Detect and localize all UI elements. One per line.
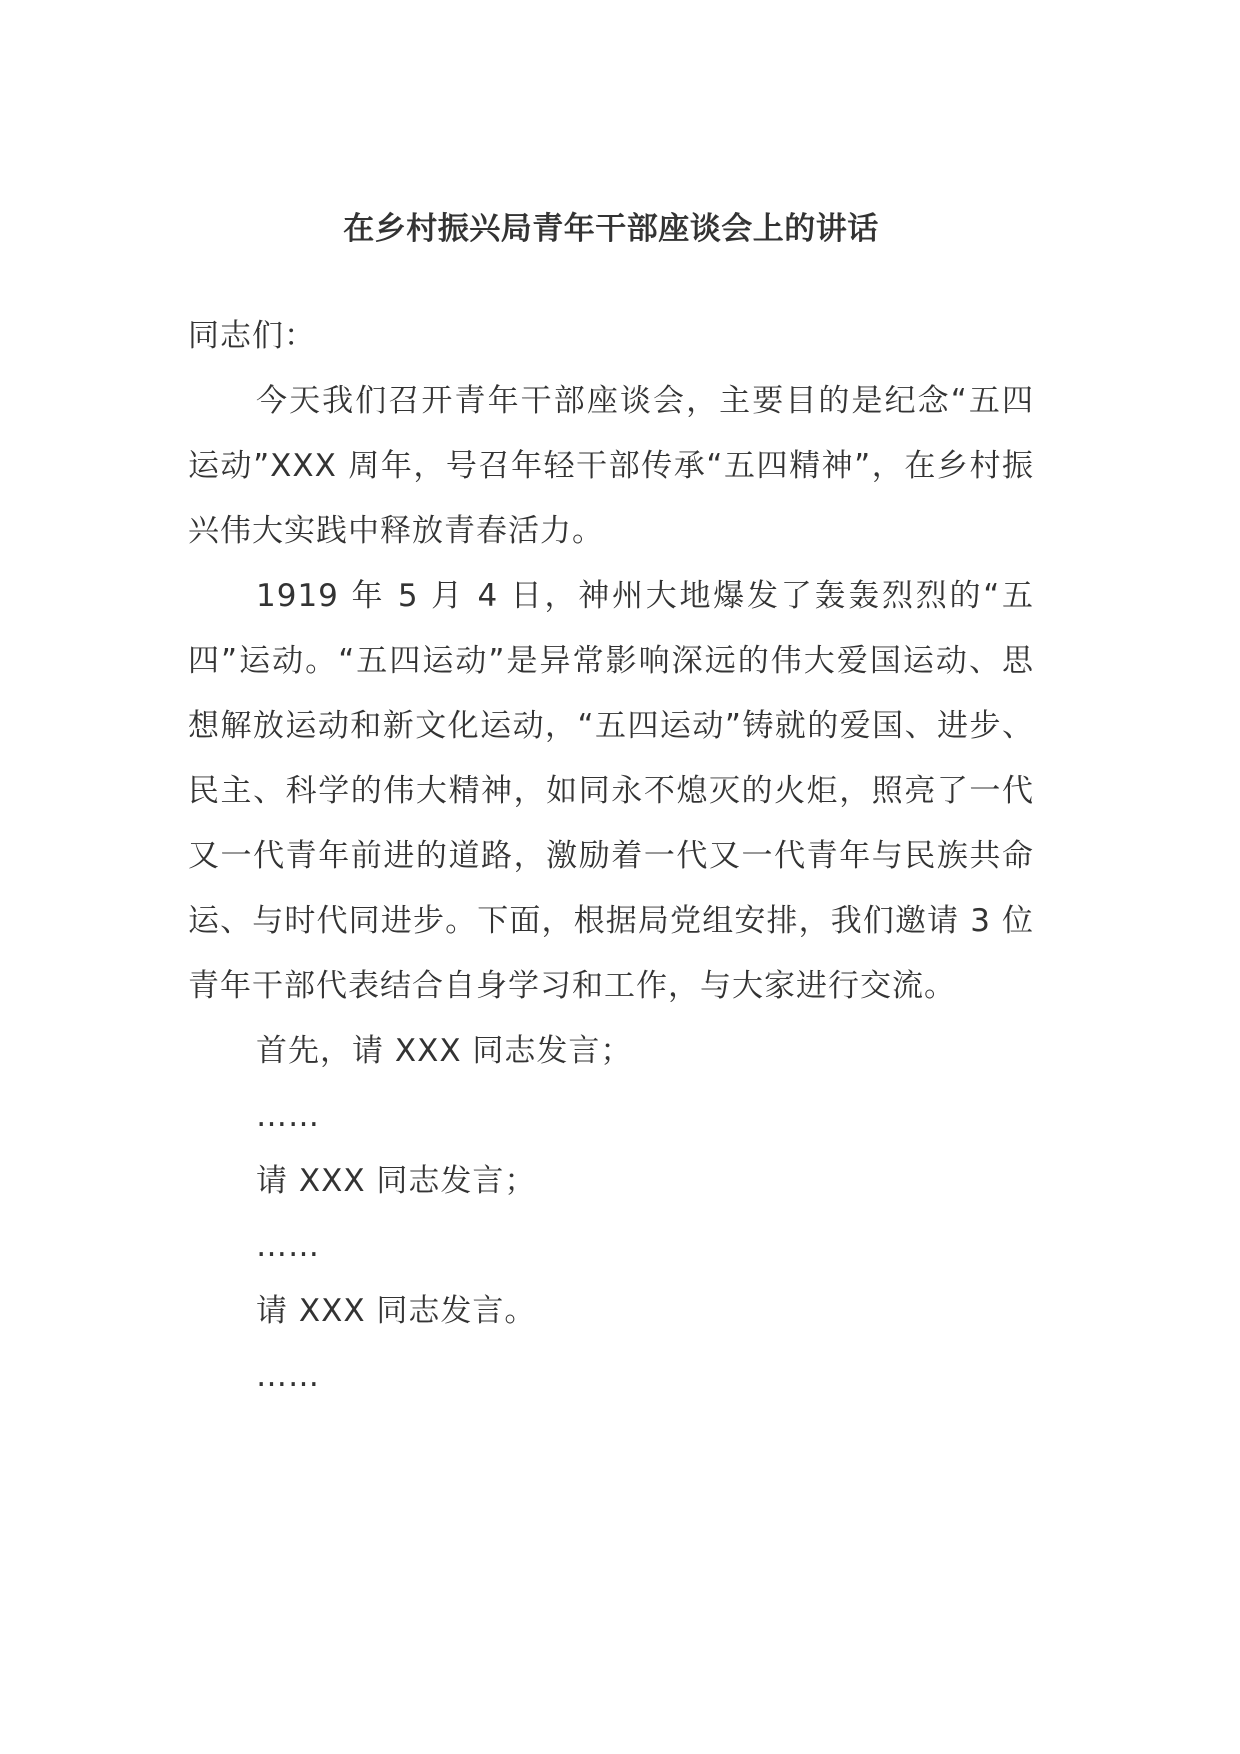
document-body: [188, 304, 1034, 1409]
ellipsis-2: ……: [256, 1228, 320, 1264]
document-title: 在乡村振兴局青年干部座谈会上的讲话: [343, 211, 879, 247]
salutation: 同志们：: [188, 318, 316, 354]
ellipsis-3: ……: [256, 1358, 320, 1394]
speaker-line-3: 请 XXX 同志发言。: [256, 1293, 537, 1329]
speaker-line-1: 首先，请 XXX 同志发言；: [256, 1033, 633, 1069]
paragraph-history: 1919 年 5 月 4 日，神州大地爆发了轰轰烈烈的“五四”运动。“五四运动”是异常影响深远的伟大爱国运动、思想解放运动和新文化运动，“五四运动”铸就的爱国、进步、民主、科学的伟大精神，如同永不熄灭的火炬，照亮了一代又一代青年前进的道路，激励着一代又一代青年与民族共命运、与时代同进步。下面，根据局党组安排，我们邀请 3 位青年干部代表结合自身学习和工作，与大家进行交流。: [188, 578, 1034, 1004]
ellipsis-1: ……: [256, 1098, 320, 1134]
speaker-line-2: 请 XXX 同志发言；: [256, 1163, 537, 1199]
paragraph-intro: 今天我们召开青年干部座谈会，主要目的是纪念“五四运动”XXX 周年，号召年轻干部传承“五四精神”，在乡村振兴伟大实践中释放青春活力。: [188, 383, 1034, 549]
